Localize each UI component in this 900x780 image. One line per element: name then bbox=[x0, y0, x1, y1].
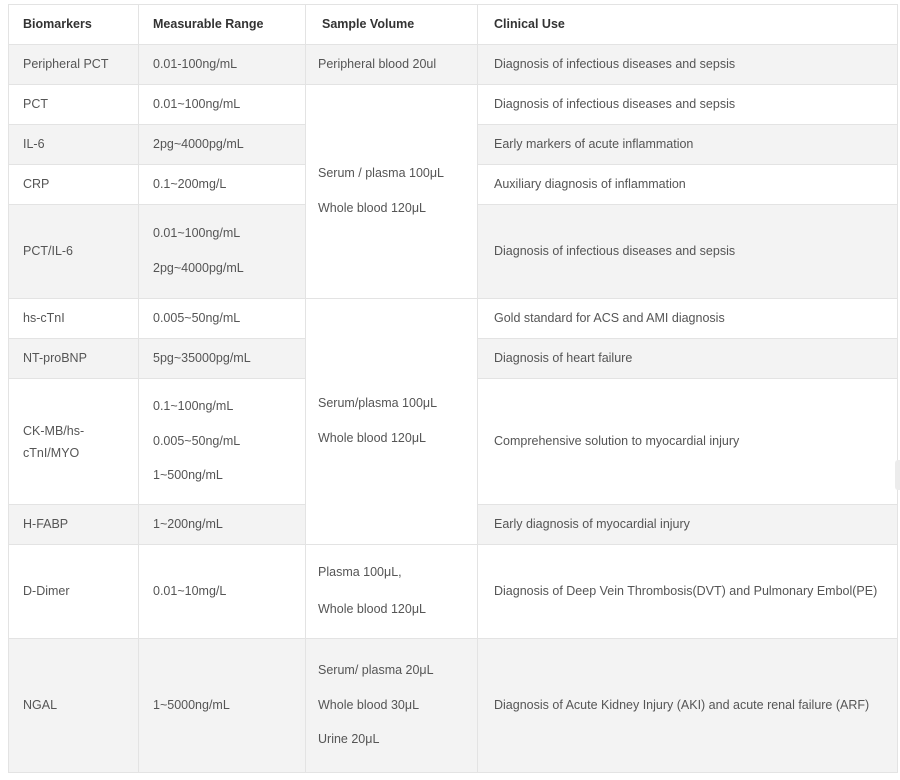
range-cell bbox=[139, 85, 306, 125]
range-value: 5pg~35000pg/mL bbox=[153, 350, 251, 365]
biomarker-table bbox=[8, 4, 898, 773]
range-value: 0.005~50ng/mL bbox=[153, 433, 241, 448]
header-measurable-range: Measurable Range bbox=[139, 5, 306, 45]
range-cell bbox=[139, 299, 306, 339]
volume-cell-merged bbox=[306, 85, 478, 299]
range-value: 0.01~10mg/L bbox=[153, 583, 227, 598]
range-value: 2pg~4000pg/mL bbox=[153, 261, 244, 275]
range-cell bbox=[139, 505, 306, 545]
range-cell bbox=[139, 45, 306, 85]
biomarker-cell: hs-cTnI bbox=[9, 299, 139, 339]
volume-value: Serum/plasma 100μL bbox=[318, 396, 438, 411]
range-value: 1~500ng/mL bbox=[153, 468, 223, 483]
volume-value: Whole blood 30μL bbox=[318, 697, 420, 712]
biomarker-cell: D-Dimer bbox=[9, 545, 139, 639]
volume-cell bbox=[306, 45, 478, 85]
range-value: 0.005~50ng/mL bbox=[153, 310, 241, 325]
clinical-use-cell: Diagnosis of heart failure bbox=[478, 339, 898, 379]
clinical-use-cell: Diagnosis of Deep Vein Thrombosis(DVT) and Pulmonary Embol(PE) bbox=[478, 545, 898, 639]
header-row bbox=[9, 5, 898, 45]
clinical-use-cell: Diagnosis of Acute Kidney Injury (AKI) and acute renal failure (ARF) bbox=[478, 639, 898, 773]
range-value: 0.1~200mg/L bbox=[153, 176, 227, 191]
table-row bbox=[9, 45, 898, 85]
range-value: 0.01~100ng/mL bbox=[153, 226, 241, 241]
table-row bbox=[9, 85, 898, 125]
clinical-use-cell: Diagnosis of infectious diseases and sepsis bbox=[478, 205, 898, 299]
volume-value: Serum / plasma 100μL bbox=[318, 166, 445, 181]
volume-value: Whole blood 120μL bbox=[318, 201, 426, 215]
range-value: 0.1~100ng/mL bbox=[153, 399, 234, 414]
volume-value: Whole blood 120μL bbox=[318, 602, 426, 616]
table-row bbox=[9, 639, 898, 773]
range-cell bbox=[139, 379, 306, 505]
clinical-use-cell: Gold standard for ACS and AMI diagnosis bbox=[478, 299, 898, 339]
biomarker-cell bbox=[9, 379, 139, 505]
biomarker-cell: NGAL bbox=[9, 639, 139, 773]
clinical-use-cell: Early markers of acute inflammation bbox=[478, 125, 898, 165]
volume-value: Urine 20μL bbox=[318, 732, 380, 747]
range-value: 0.01~100ng/mL bbox=[153, 96, 241, 111]
range-cell bbox=[139, 205, 306, 299]
range-cell bbox=[139, 339, 306, 379]
biomarker-cell: PCT bbox=[9, 85, 139, 125]
range-value: 1~200ng/mL bbox=[153, 516, 223, 531]
range-cell bbox=[139, 165, 306, 205]
biomarker-cell: Peripheral PCT bbox=[9, 45, 139, 85]
biomarker-name-line: CK-MB/hs- bbox=[23, 423, 85, 438]
volume-cell-merged bbox=[306, 299, 478, 545]
header-clinical-use: Clinical Use bbox=[478, 5, 898, 45]
biomarker-cell: NT-proBNP bbox=[9, 339, 139, 379]
range-value: 1~5000ng/mL bbox=[153, 697, 230, 712]
header-sample-volume: Sample Volume bbox=[306, 5, 478, 45]
table-row bbox=[9, 545, 898, 639]
clinical-use-cell: Early diagnosis of myocardial injury bbox=[478, 505, 898, 545]
volume-value: Peripheral blood 20ul bbox=[318, 56, 437, 71]
volume-cell bbox=[306, 545, 478, 639]
biomarker-cell: H-FABP bbox=[9, 505, 139, 545]
clinical-use-cell: Auxiliary diagnosis of inflammation bbox=[478, 165, 898, 205]
header-biomarkers: Biomarkers bbox=[9, 5, 139, 45]
biomarker-cell: CRP bbox=[9, 165, 139, 205]
volume-value: Serum/ plasma 20μL bbox=[318, 663, 434, 678]
range-value: 0.01-100ng/mL bbox=[153, 56, 238, 71]
clinical-use-cell: Comprehensive solution to myocardial injury bbox=[478, 379, 898, 505]
range-cell bbox=[139, 125, 306, 165]
volume-value: Plasma 100μL, bbox=[318, 565, 402, 580]
clinical-use-cell: Diagnosis of infectious diseases and sepsis bbox=[478, 45, 898, 85]
clinical-use-cell: Diagnosis of infectious diseases and sepsis bbox=[478, 85, 898, 125]
biomarker-cell: PCT/IL-6 bbox=[9, 205, 139, 299]
biomarker-cell: IL-6 bbox=[9, 125, 139, 165]
range-cell bbox=[139, 639, 306, 773]
range-value: 2pg~4000pg/mL bbox=[153, 136, 244, 151]
scroll-edge-marker bbox=[895, 460, 900, 490]
table-row bbox=[9, 299, 898, 339]
volume-value: Whole blood 120μL bbox=[318, 431, 426, 445]
biomarker-name-line: cTnI/MYO bbox=[23, 445, 80, 460]
range-cell bbox=[139, 545, 306, 639]
volume-cell bbox=[306, 639, 478, 773]
